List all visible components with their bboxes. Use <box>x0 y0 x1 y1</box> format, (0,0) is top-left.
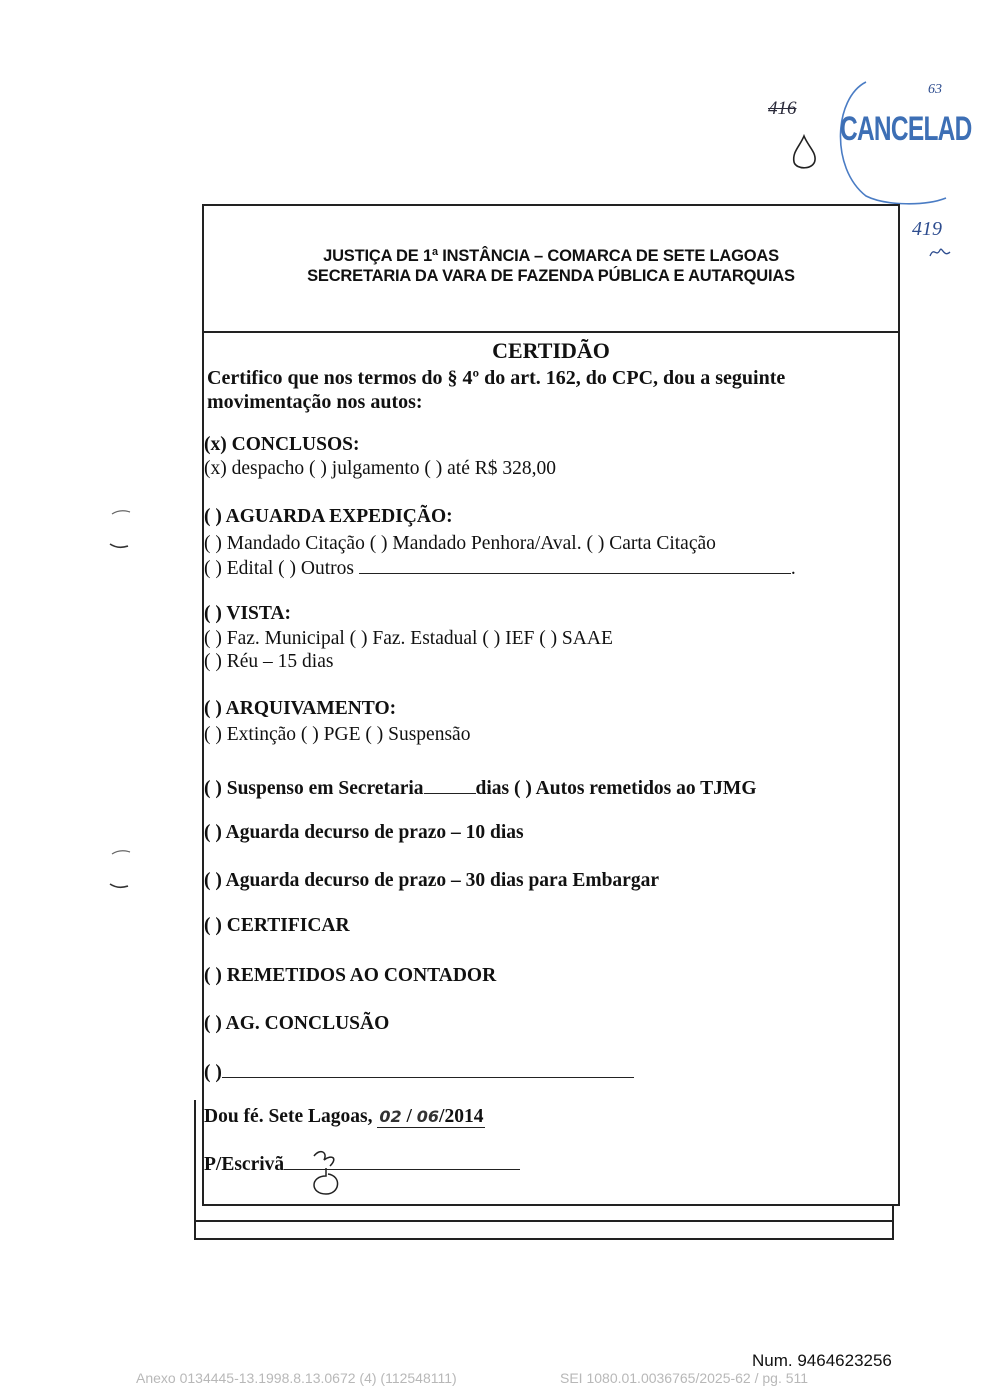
vista-line-2: ( ) Réu – 15 dias <box>204 651 334 672</box>
date-field: 02 / 06/2014 <box>379 1106 484 1127</box>
suspenso-row <box>204 776 756 800</box>
date-day: 02 <box>379 1107 402 1126</box>
vista-line-1: ( ) Faz. Municipal ( ) Faz. Estadual ( ) IEF ( ) SAAE <box>204 628 613 649</box>
other-row <box>204 1060 634 1084</box>
dias-blank-line <box>424 776 476 794</box>
left-margin-mark <box>106 506 134 554</box>
outros-blank-line <box>359 556 791 574</box>
escriva-label: P/Escrivã <box>204 1154 285 1175</box>
conclusos-label: CONCLUSOS: <box>231 434 360 455</box>
header-line-2: SECRETARIA DA VARA DE FAZENDA PÚBLICA E AUTARQUIAS <box>307 267 795 285</box>
page-initial-mark <box>788 132 820 172</box>
old-page-number: 416 <box>768 98 797 119</box>
ag-conclusao-row: ( ) AG. CONCLUSÃO <box>204 1013 390 1034</box>
other-blank-line <box>222 1060 634 1078</box>
annex-reference: Anexo 0134445-13.1998.8.13.0672 (4) (112548111) <box>136 1370 457 1386</box>
vista-heading: ( ) VISTA: <box>204 603 292 624</box>
suspenso-label: ( ) Suspenso em Secretaria <box>204 778 424 799</box>
side-initials <box>928 244 952 260</box>
dou-fe-label: Dou fé. Sete Lagoas, <box>204 1106 373 1127</box>
aguarda-expedicao-line-1: ( ) Mandado Citação ( ) Mandado Penhora/Aval. ( ) Carta Citação <box>204 533 716 554</box>
arquivamento-heading: ( ) ARQUIVAMENTO: <box>204 698 397 719</box>
edital-outros-label: ( ) Edital ( ) Outros <box>204 558 355 579</box>
court-header <box>202 246 900 286</box>
footer-box <box>194 1206 894 1240</box>
header-divider <box>202 331 900 333</box>
certificar-row: ( ) CERTIFICAR <box>204 915 350 936</box>
conclusos-options: (x) despacho ( ) julgamento ( ) até R$ 328,00 <box>204 458 556 479</box>
prazo-10-row: ( ) Aguarda decurso de prazo – 10 dias <box>204 822 524 843</box>
dou-fe-row <box>204 1106 485 1128</box>
aguarda-expedicao-line-2 <box>204 556 796 580</box>
sei-reference: SEI 1080.01.0036765/2025-62 / pg. 511 <box>560 1370 809 1386</box>
date-month: 06 <box>416 1107 440 1126</box>
remetidos-row: ( ) REMETIDOS AO CONTADOR <box>204 965 497 986</box>
stamp-text: CANCELAD <box>840 110 972 148</box>
suspenso-rest: dias ( ) Autos remetidos ao TJMG <box>475 778 757 799</box>
certidao-title: CERTIDÃO <box>492 338 610 363</box>
arquivamento-line-1: ( ) Extinção ( ) PGE ( ) Suspensão <box>204 724 471 745</box>
other-mark: ( ) <box>204 1062 222 1083</box>
stamp-side-number: 63 <box>928 82 942 97</box>
escriva-row <box>204 1152 520 1176</box>
conclusos-heading <box>204 434 359 456</box>
prazo-30-row: ( ) Aguarda decurso de prazo – 30 dias para Embargar <box>204 870 659 891</box>
header-line-1: JUSTIÇA DE 1ª INSTÂNCIA – COMARCA DE SETE LAGOAS <box>323 247 779 265</box>
aguarda-expedicao-heading: ( ) AGUARDA EXPEDIÇÃO: <box>204 506 453 527</box>
new-page-number: 419 <box>912 218 942 240</box>
certidao-intro: Certifico que nos termos do § 4º do art. 162, do CPC, dou a seguinte movimentação nos autos: <box>207 367 786 413</box>
footer-box-divider <box>194 1220 894 1222</box>
left-margin-mark <box>106 846 134 894</box>
period: . <box>790 558 796 579</box>
conclusos-mark: (x) <box>204 434 227 455</box>
escriva-signature <box>306 1146 348 1196</box>
date-year: /2014 <box>439 1106 484 1127</box>
document-number: Num. 9464623256 <box>752 1351 892 1370</box>
